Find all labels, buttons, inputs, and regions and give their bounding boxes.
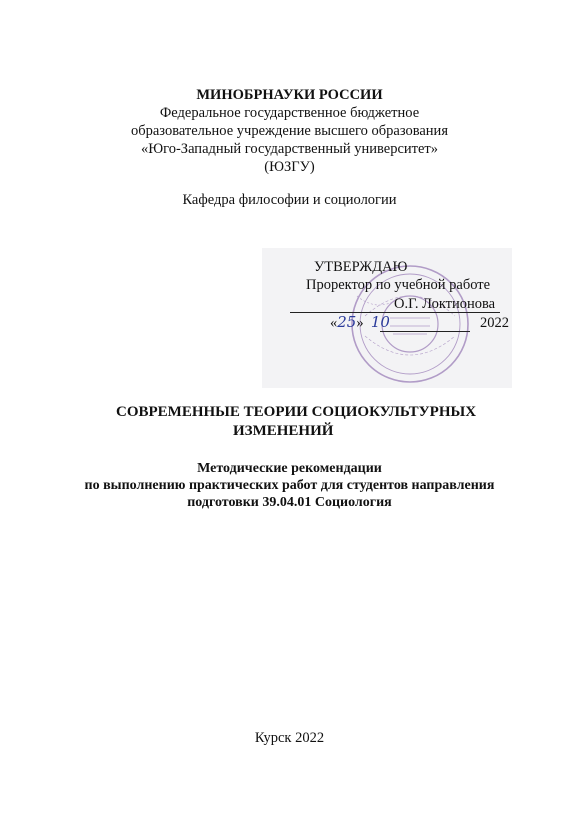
date-year: 2022 xyxy=(479,315,509,331)
org-abbreviation: (ЮЗГУ) xyxy=(264,159,315,175)
title-line-2: ИЗМЕНЕНИЙ xyxy=(233,423,334,439)
org-line-2: образовательное учреждение высшего образования xyxy=(130,123,448,139)
subtitle-line-1: Методические рекомендации xyxy=(197,461,382,476)
date-underline xyxy=(380,331,470,332)
footer-block xyxy=(0,729,579,747)
date-day-handwritten: 25 xyxy=(337,313,357,331)
title-line-1: СОВРЕМЕННЫЕ ТЕОРИИ СОЦИОКУЛЬТУРНЫХ xyxy=(116,404,477,420)
subtitle-line-2: по выполнению практических работ для студентов направления xyxy=(84,478,495,493)
document-subtitle xyxy=(0,460,579,511)
department-name: Кафедра философии и социологии xyxy=(182,192,397,208)
approval-date xyxy=(330,313,509,332)
place-and-year: Курск 2022 xyxy=(254,730,325,746)
date-month-handwritten: 10 xyxy=(370,313,390,331)
date-close-quote: » xyxy=(356,315,364,331)
approval-title: УТВЕРЖДАЮ xyxy=(314,259,408,275)
date-open-quote: « xyxy=(330,315,338,331)
org-line-3: «Юго-Западный государственный университет» xyxy=(140,141,439,157)
department-block xyxy=(0,191,579,209)
approver-role: Проректор по учебной работе xyxy=(306,277,491,293)
subtitle-line-3: подготовки 39.04.01 Социология xyxy=(187,495,392,510)
org-line-1: Федеральное государственное бюджетное xyxy=(159,105,420,121)
ministry-name: МИНОБРНАУКИ РОССИИ xyxy=(196,87,383,103)
approver-name: О.Г. Локтионова xyxy=(394,296,496,312)
header-block xyxy=(0,86,579,176)
